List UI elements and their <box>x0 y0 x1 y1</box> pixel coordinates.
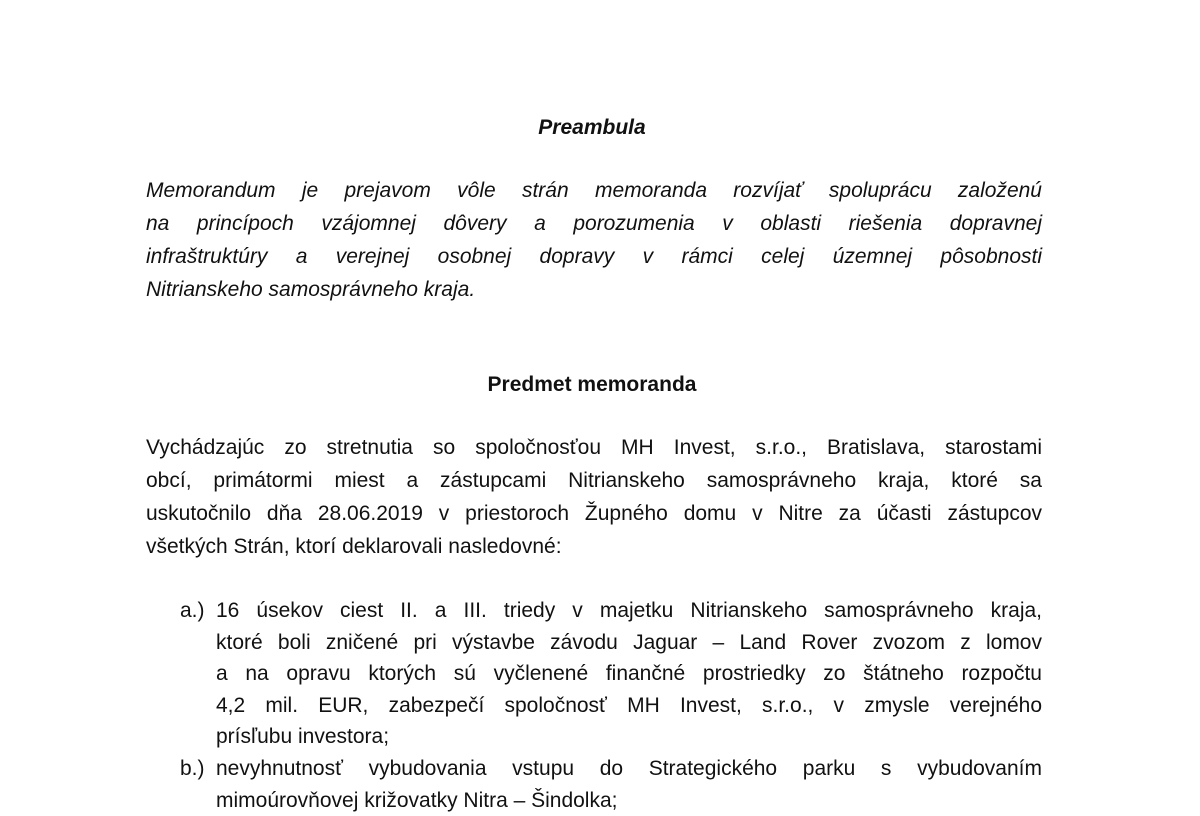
intro-line: všetkých Strán, ktorí deklarovali nasledovné: <box>146 535 562 558</box>
intro-line: Vychádzajúc zo stretnutia so spoločnosťou MH Invest, s.r.o., Bratislava, starostami <box>146 436 1042 459</box>
list-item-line: a na opravu ktorých sú vyčlenené finančné prostriedky zo štátneho rozpočtu <box>216 662 1042 686</box>
list-item-line: 4,2 mil. EUR, zabezpečí spoločnosť MH Invest, s.r.o., v zmysle verejného <box>216 693 1042 717</box>
intro-line: uskutočnilo dňa 28.06.2019 v priestoroch Župného domu v Nitre za účasti zástupcov <box>146 502 1042 525</box>
preamble-line: na princípoch vzájomnej dôvery a porozumenia v oblasti riešenia dopravnej <box>146 212 1042 235</box>
subject-heading: Predmet memoranda <box>487 373 697 396</box>
subject-list-b <box>180 753 1042 816</box>
list-item-line: ktoré boli zničené pri výstavbe závodu Jaguar – Land Rover zvozom z lomov <box>216 630 1042 654</box>
preamble-paragraph <box>146 174 1042 306</box>
list-item-b <box>180 753 1042 816</box>
preamble-line: infraštruktúry a verejnej osobnej dopravy v rámci celej územnej pôsobnosti <box>146 245 1042 268</box>
list-item-a <box>180 595 1042 753</box>
list-item-line: 16 úsekov ciest II. a III. triedy v majetku Nitrianskeho samosprávneho kraja, <box>216 599 1042 622</box>
subject-intro-paragraph <box>146 431 1042 563</box>
list-item-label: b.) <box>180 757 205 780</box>
preamble-line: Nitrianskeho samosprávneho kraja. <box>146 278 476 301</box>
preamble-line: Memorandum je prejavom vôle strán memoranda rozvíjať spoluprácu založenú <box>146 179 1042 202</box>
preamble-heading: Preambula <box>538 116 646 139</box>
list-item-line: prísľubu investora; <box>216 725 390 749</box>
list-item-line: mimoúrovňovej križovatky Nitra – Šindolka; <box>216 788 618 812</box>
subject-list-a <box>180 595 1042 753</box>
intro-line: obcí, primátormi miest a zástupcami Nitrianskeho samosprávneho kraja, ktoré sa <box>146 469 1042 492</box>
list-item-line: nevyhnutnosť vybudovania vstupu do Strategického parku s vybudovaním <box>216 757 1042 780</box>
list-item-label: a.) <box>180 599 205 622</box>
